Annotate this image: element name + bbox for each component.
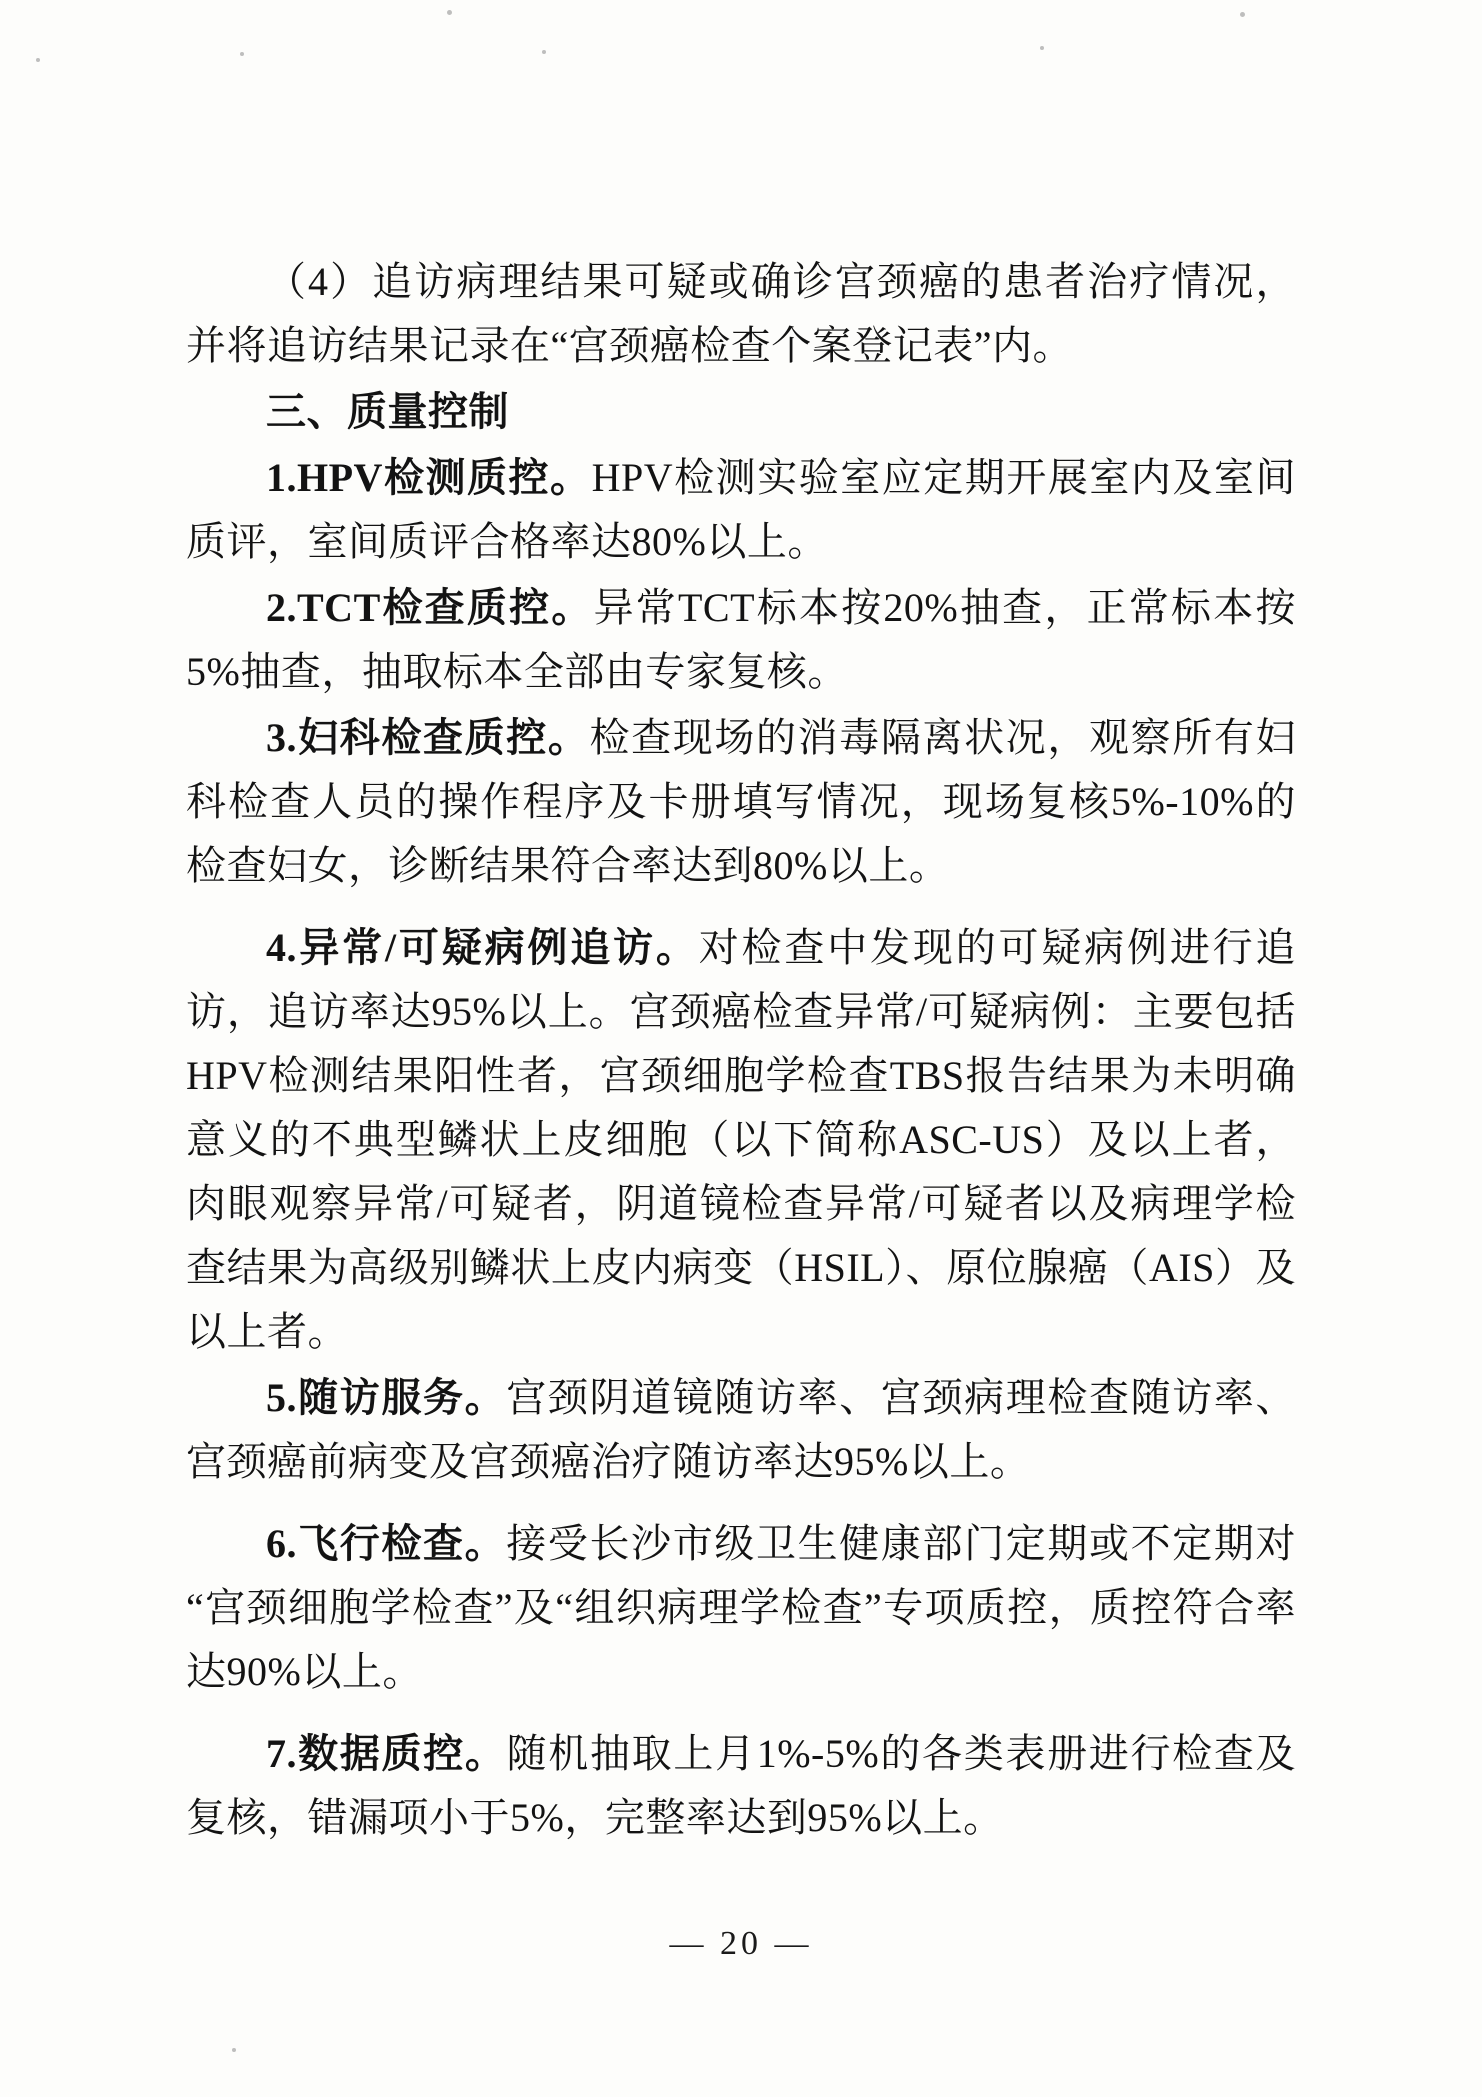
scan-speck [232,2048,236,2052]
scan-speck [1040,46,1044,50]
paragraph-item-2-tct [186,576,1296,704]
item-label-hpv: 1.HPV检测质控。 [266,455,592,500]
item-label-gynecology: 3.妇科检查质控。 [266,715,590,760]
paragraph-item-7-data-quality [186,1722,1296,1850]
paragraph-text: 检查现场的消毒隔离状况，观察所有妇科检查人员的操作程序及卡册填写情况，现场复核5%-10%的检查妇女，诊断结果符合率达到80%以上。 [186,715,1296,888]
paragraph-text: 接受长沙市级卫生健康部门定期或不定期对“宫颈细胞学检查”及“组织病理学检查”专项质控，质控符合率达90%以上。 [186,1521,1296,1694]
item-label-data-quality: 7.数据质控。 [266,1731,507,1776]
section-heading-text: 三、质量控制 [266,389,509,434]
paragraph-item-5-followup-service [186,1366,1296,1494]
item-label-followup-service: 5.随访服务。 [266,1375,507,1420]
page-footer [0,1925,1482,1963]
scan-speck [1240,12,1245,17]
paragraph-text: 对检查中发现的可疑病例进行追访，追访率达95%以上。宫颈癌检查异常/可疑病例：主要包括HPV检测结果阳性者，宫颈细胞学检查TBS报告结果为未明确意义的不典型鳞状上皮细胞（以下简称ASC-US）及以上者，肉眼观察异常/可疑者，阴道镜检查异常/可疑者以及病理学检查结果为高级别鳞状上皮内病变（HSIL）、原位腺癌（AIS）及以上者。 [186,925,1296,1354]
paragraph-text: （4）追访病理结果可疑或确诊宫颈癌的患者治疗情况，并将追访结果记录在“宫颈癌检查个案登记表”内。 [186,259,1296,368]
page-number: — 20 — [669,1925,813,1962]
scan-speck [36,58,40,62]
paragraph-item-3-gynecology [186,706,1296,898]
scan-speck [542,50,546,54]
paragraph-text: 随机抽取上月1%-5%的各类表册进行检查及复核，错漏项小于5%，完整率达到95%以上。 [186,1731,1297,1840]
paragraph-text: HPV检测实验室应定期开展室内及室间质评，室间质评合格率达80%以上。 [186,455,1296,564]
scan-speck [240,52,244,56]
paragraph-text: 异常TCT标本按20%抽查，正常标本按5%抽查，抽取标本全部由专家复核。 [186,585,1296,694]
paragraph-item-1-hpv [186,446,1296,574]
item-label-abnormal-case: 4.异常/可疑病例追访。 [266,925,699,970]
section-heading-quality-control [186,380,1296,444]
paragraph-follow-up-4 [186,250,1296,378]
item-label-flight-inspection: 6.飞行检查。 [266,1521,507,1566]
item-label-tct: 2.TCT检查质控。 [266,585,594,630]
document-body [186,250,1296,1852]
paragraph-item-6-flight-inspection [186,1512,1296,1704]
paragraph-text: 宫颈阴道镜随访率、宫颈病理检查随访率、宫颈癌前病变及宫颈癌治疗随访率达95%以上。 [186,1375,1296,1484]
scan-speck [447,10,452,15]
paragraph-item-4-abnormal-case [186,916,1296,1364]
